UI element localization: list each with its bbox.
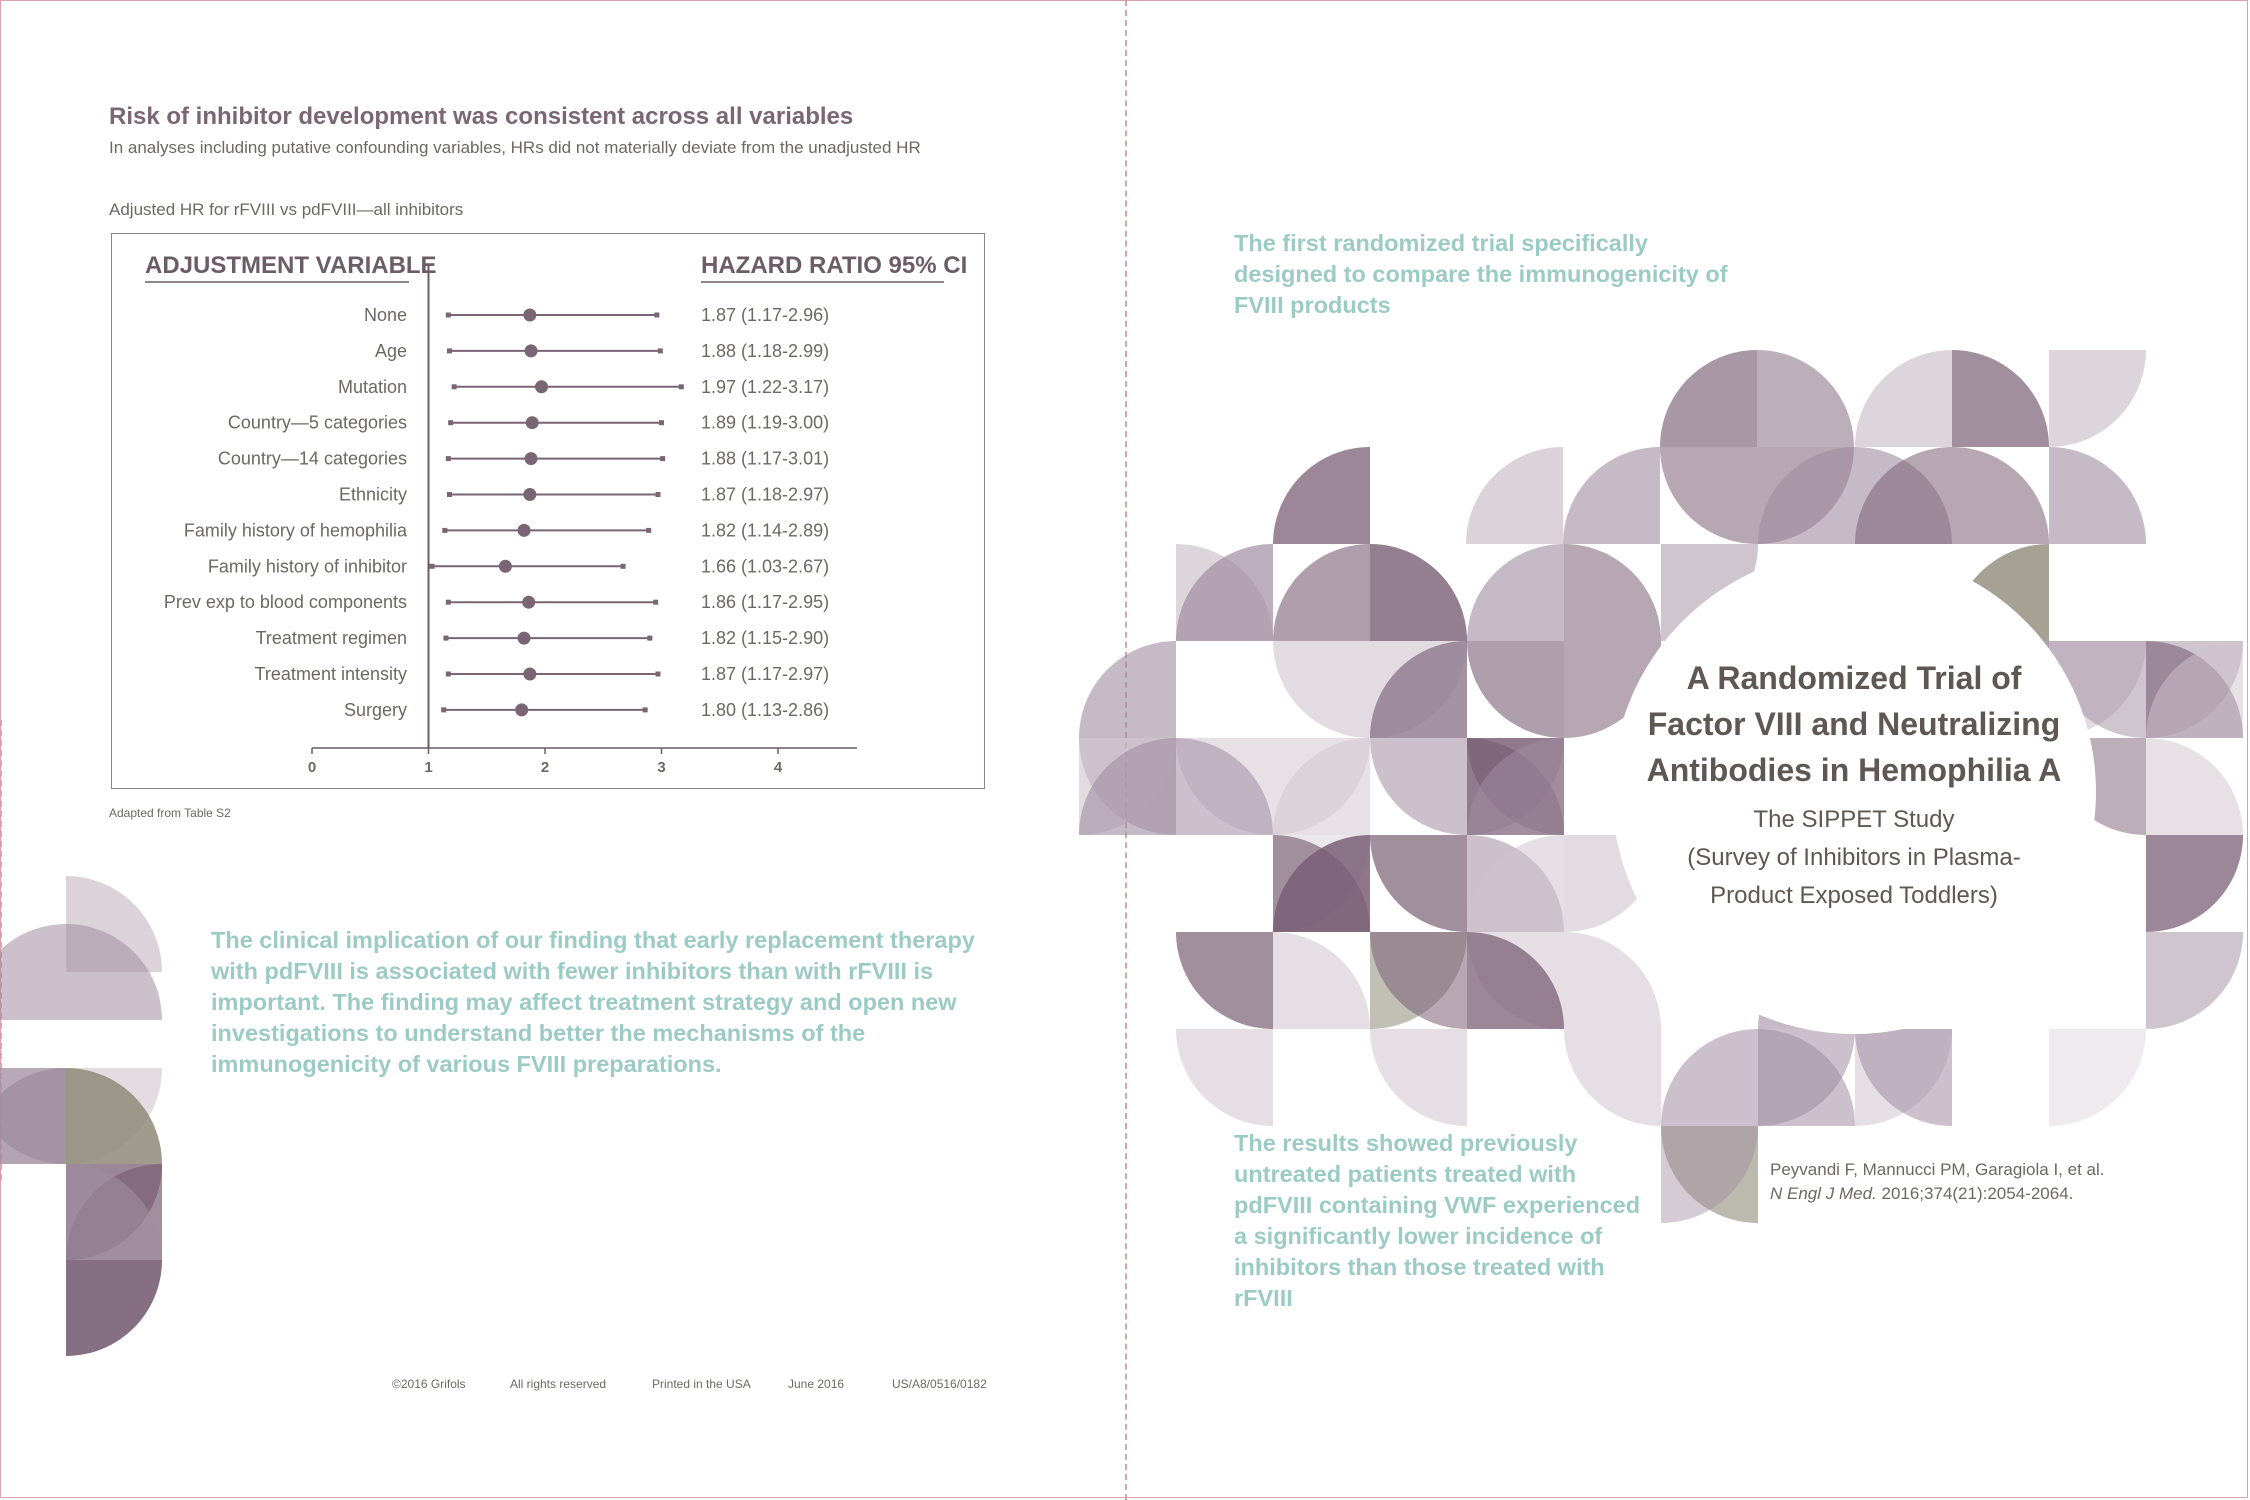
row-label: None [363, 305, 407, 325]
row-label: Country—14 categories [217, 448, 407, 469]
quarter-circle-shape [1079, 641, 1176, 738]
study-title-line-3: Antibodies in Hemophilia A [1646, 752, 2062, 788]
hazard-ratio-value: 1.97 (1.22-3.17) [701, 376, 830, 397]
footer-rights: All rights reserved [510, 1377, 607, 1391]
quarter-circle-shape [1273, 932, 1370, 1029]
hazard-ratio-value: 1.82 (1.15-2.90) [701, 628, 830, 649]
chart-caption: Adjusted HR for rFVIII vs pdFVIII—all inhibitors [109, 200, 464, 219]
row-label: Mutation [337, 376, 407, 397]
citation-details: 2016;374(21):2054-2064. [1876, 1184, 2074, 1203]
footer-copyright: ©2016 Grifols [392, 1377, 466, 1391]
quarter-circle-shape [2146, 835, 2243, 932]
row-label: Family history of inhibitor [207, 556, 407, 577]
column-header-variable: ADJUSTMENT VARIABLE [145, 252, 437, 279]
footer-date: June 2016 [788, 1377, 845, 1391]
quarter-circle-shape [2049, 447, 2146, 544]
clinical-implication-quote: The clinical implication of our finding that early replacement therapy with pdFVIII is associated with fewer inhibitors than with rFVIII is important. The finding may affect treatment strategy and open new investigations to understand better the mechanisms of the immunogenicity of various FVIII preparations. [211, 927, 975, 1077]
hazard-ratio-value: 1.82 (1.14-2.89) [701, 520, 830, 541]
x-tick-label: 2 [540, 759, 550, 776]
hazard-ratio-value: 1.86 (1.17-2.95) [701, 592, 830, 613]
quarter-circle-shape [1176, 932, 1273, 1029]
quarter-circle-shape [2146, 932, 2243, 1029]
hazard-ratio-value: 1.87 (1.17-2.96) [701, 305, 830, 325]
row-label: Prev exp to blood components [163, 592, 407, 613]
trial-tagline: The first randomized trial specifically designed to compare the immunogenicity of FVIII products [1234, 230, 1728, 318]
row-label: Surgery [343, 699, 407, 720]
footer-code: US/A8/0516/0182 [892, 1377, 987, 1391]
study-subtitle-line-1: The SIPPET Study [1753, 806, 1955, 833]
column-header-hazard-ratio: HAZARD RATIO 95% CI [701, 252, 968, 279]
row-label: Country—5 categories [227, 412, 407, 433]
quarter-circle-shape [1273, 447, 1370, 544]
hazard-ratio-value: 1.80 (1.13-2.86) [701, 699, 830, 720]
x-tick-label: 0 [307, 759, 317, 776]
study-title-block [1612, 655, 2096, 915]
hazard-ratio-value: 1.88 (1.17-3.01) [701, 448, 830, 469]
quarter-circle-shape [1564, 932, 1661, 1029]
quarter-circle-shape [1661, 1029, 1758, 1126]
quarter-circle-shape [1176, 1029, 1273, 1126]
quarter-circle-shape [1855, 350, 1952, 447]
row-label: Age [374, 340, 407, 361]
quarter-circle-shape [1467, 544, 1564, 641]
citation-authors: Peyvandi F, Mannucci PM, Garagiola I, et al. [1770, 1160, 2105, 1179]
quarter-circle-shape [1563, 447, 1660, 544]
hazard-ratio-value: 1.88 (1.18-2.99) [701, 340, 830, 361]
hazard-ratio-value: 1.87 (1.17-2.97) [701, 664, 830, 684]
page-headline: Risk of inhibitor development was consistent across all variables [109, 103, 854, 130]
hazard-ratio-value: 1.66 (1.03-2.67) [701, 556, 830, 577]
source-note: Adapted from Table S2 [109, 806, 231, 820]
quarter-circle-shape [2049, 1029, 2146, 1126]
study-title-line-2: Factor VIII and Neutralizing [1647, 706, 2061, 742]
quarter-circle-shape [1660, 350, 1757, 447]
study-title-line-1: A Randomized Trial of [1686, 660, 2022, 696]
quarter-circle-shape [1370, 835, 1467, 932]
citation-source [1770, 1182, 2105, 1206]
quarter-circle-shape [1370, 1029, 1467, 1126]
quarter-circle-shape [1564, 1029, 1661, 1126]
row-label: Family history of hemophilia [183, 520, 407, 541]
results-statement: The results showed previously untreated patients treated with pdFVIII containing VWF experienced a significantly lower incidence of inhibitors than those treated with rFVIII [1234, 1130, 1641, 1311]
page-subheadline: In analyses including putative confounding variables, HRs did not materially deviate from the unadjusted HR [109, 138, 921, 157]
study-subtitle-line-2: (Survey of Inhibitors in Plasma- [1687, 844, 2021, 871]
hazard-ratio-value: 1.89 (1.19-3.00) [701, 412, 830, 433]
citation [1770, 1158, 2105, 1206]
quarter-circle-shape [1466, 447, 1563, 544]
study-subtitle-line-3: Product Exposed Toddlers) [1710, 882, 1998, 909]
footer-printed: Printed in the USA [652, 1377, 751, 1391]
x-tick-label: 3 [657, 759, 666, 776]
quarter-circle-shape [1370, 544, 1467, 641]
quarter-circle-shape [2049, 350, 2146, 447]
x-tick-label: 1 [424, 759, 433, 776]
quarter-circle-shape [1952, 350, 2049, 447]
hazard-ratio-value: 1.87 (1.18-2.97) [701, 484, 830, 505]
row-label: Ethnicity [338, 484, 407, 505]
citation-journal: N Engl J Med. [1770, 1184, 1877, 1203]
quarter-circle-shape [2146, 738, 2243, 835]
quarter-circle-shape [1467, 641, 1564, 738]
row-label: Treatment intensity [254, 664, 407, 684]
x-tick-label: 4 [773, 759, 783, 776]
quarter-circle-shape [1757, 350, 1854, 447]
row-label: Treatment regimen [255, 628, 407, 649]
